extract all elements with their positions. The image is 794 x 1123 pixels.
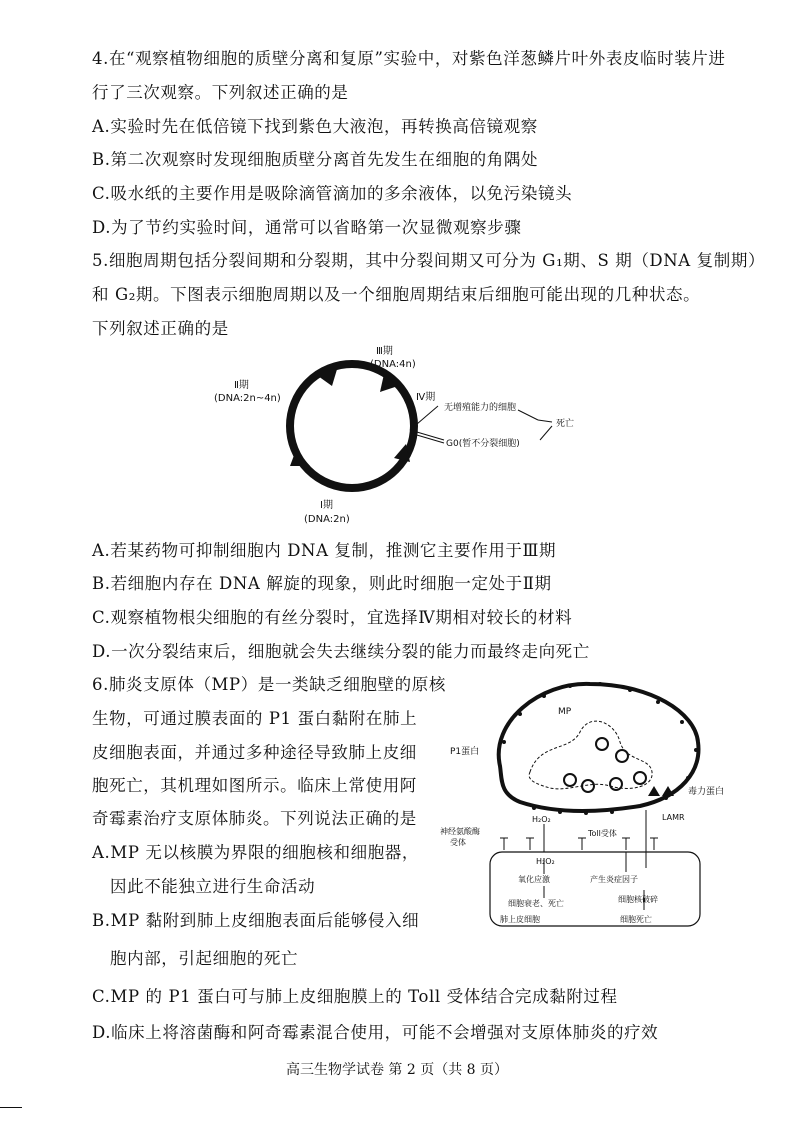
senescence-label: 细胞衰老、死亡 bbox=[508, 899, 564, 908]
q5-stem-line2: 和 G₂期。下图表示细胞周期以及一个细胞周期结束后细胞可能出现的几种状态。 bbox=[92, 285, 701, 304]
q5-stem-line3: 下列叙述正确的是 bbox=[92, 319, 229, 338]
neuraminidase-label-1: 神经氨酸酶 bbox=[440, 827, 480, 836]
q6-stem-line3: 皮细胞表面，并通过多种途径导致肺上皮细 bbox=[92, 743, 417, 762]
q5-stem-line1: 5.细胞周期包括分裂间期和分裂期，其中分裂间期又可分为 G₁期、S 期（DNA 复制期） bbox=[92, 251, 766, 270]
q6-stem-line2: 生物，可通过膜表面的 P1 蛋白黏附在肺上 bbox=[92, 709, 418, 728]
death-line-b bbox=[538, 420, 552, 422]
mp-ribosomes bbox=[564, 738, 646, 792]
q4-stem-line2: 行了三次观察。下列叙述正确的是 bbox=[92, 83, 349, 102]
mycoplasma-diagram bbox=[440, 662, 730, 932]
q6-option-b-line2: 胞内部，引起细胞的死亡 bbox=[110, 949, 299, 968]
q6-stem-line4: 胞死亡，其机理如图所示。临床上常使用阿 bbox=[92, 776, 417, 795]
phase2-dna-label: (DNA:2n~4n) bbox=[214, 393, 281, 404]
inflammation-label: 产生炎症因子 bbox=[590, 875, 638, 884]
q5-option-c: C.观察植物根尖细胞的有丝分裂时，宜选择Ⅳ期相对较长的材料 bbox=[92, 608, 573, 627]
q6-option-a-line1: A.MP 无以核膜为界限的细胞核和细胞器， bbox=[92, 843, 420, 862]
cell-cycle-diagram bbox=[200, 340, 600, 540]
g0-label: G0(暂不分裂细胞) bbox=[446, 439, 520, 449]
q6-option-b-line1: B.MP 黏附到肺上皮细胞表面后能够侵入细 bbox=[92, 911, 420, 930]
lung-cell-label: 肺上皮细胞 bbox=[500, 915, 540, 924]
q4-option-d: D.为了节约实验时间，通常可以省略第一次显微观察步骤 bbox=[92, 218, 522, 237]
no-prolif-label: 无增殖能力的细胞 bbox=[444, 403, 517, 413]
toll-label: Toll受体 bbox=[588, 829, 617, 838]
nucleus-fragment-label: 细胞核破碎 bbox=[618, 895, 658, 904]
mycoplasma-figure bbox=[440, 662, 730, 932]
neuraminidase-label-2: 受体 bbox=[450, 838, 466, 847]
toxin-label: 毒力蛋白 bbox=[688, 787, 725, 797]
margin-tick bbox=[0, 1107, 22, 1108]
receptors bbox=[500, 838, 658, 850]
q4-stem-line1: 4.在“观察植物细胞的质壁分离和复原”实验中，对紫色洋葱鳞片叶外表皮临时装片进 bbox=[92, 49, 726, 68]
mp-label: MP bbox=[558, 707, 572, 717]
death-line-c bbox=[540, 426, 552, 440]
cycle-ring bbox=[290, 364, 414, 488]
phase1-dna-label: (DNA:2n) bbox=[304, 514, 350, 525]
q6-option-d: D.临床上将溶菌酶和阿奇霉素混合使用，可能不会增强对支原体肺炎的疗效 bbox=[92, 1023, 659, 1042]
cell-death-label: 细胞死亡 bbox=[620, 915, 652, 924]
q5-option-a: A.若某药物可抑制细胞内 DNA 复制，推测它主要作用于Ⅲ期 bbox=[92, 541, 557, 560]
death-label: 死亡 bbox=[556, 419, 575, 429]
q6-stem-line5: 奇霉素治疗支原体肺炎。下列说法正确的是 bbox=[92, 809, 417, 828]
q5-option-b: B.若细胞内存在 DNA 解旋的现象，则此时细胞一定处于Ⅱ期 bbox=[92, 574, 552, 593]
phase3-dna-label: (DNA:4n) bbox=[370, 359, 416, 370]
toxin-triangle-a bbox=[648, 786, 660, 796]
page-footer: 高三生物学试卷 第 2 页（共 8 页） bbox=[285, 1062, 509, 1078]
q4-option-a: A.实验时先在低倍镜下找到紫色大液泡，再转换高倍镜观察 bbox=[92, 117, 538, 136]
phase2-label: Ⅱ期 bbox=[234, 380, 249, 391]
h2o2-bottom-label: H₂O₂ bbox=[536, 857, 555, 866]
oxidative-stress-label: 氧化应激 bbox=[518, 875, 550, 884]
cell-cycle-figure bbox=[200, 340, 600, 540]
q4-option-b: B.第二次观察时发现细胞质壁分离首先发生在细胞的角隅处 bbox=[92, 150, 539, 169]
death-line-a bbox=[518, 410, 538, 420]
phase4-label: Ⅳ期 bbox=[416, 392, 436, 403]
q6-option-c: C.MP 的 P1 蛋白可与肺上皮细胞膜上的 Toll 受体结合完成黏附过程 bbox=[92, 987, 618, 1006]
q4-option-c: C.吸水纸的主要作用是吸除滴管滴加的多余液体，以免污染镜头 bbox=[92, 184, 573, 203]
q6-stem-line1: 6.肺炎支原体（MP）是一类缺乏细胞壁的原核 bbox=[92, 675, 446, 694]
phase1-label: Ⅰ期 bbox=[320, 500, 333, 511]
phase3-label: Ⅲ期 bbox=[376, 346, 393, 357]
q5-option-d: D.一次分裂结束后，细胞就会失去继续分裂的能力而最终走向死亡 bbox=[92, 642, 590, 661]
q6-option-a-line2: 因此不能独立进行生命活动 bbox=[110, 877, 316, 896]
lamr-label: LAMR bbox=[662, 813, 685, 822]
h2o2-top-label: H₂O₂ bbox=[532, 815, 551, 824]
p1-label: P1蛋白 bbox=[450, 747, 480, 757]
